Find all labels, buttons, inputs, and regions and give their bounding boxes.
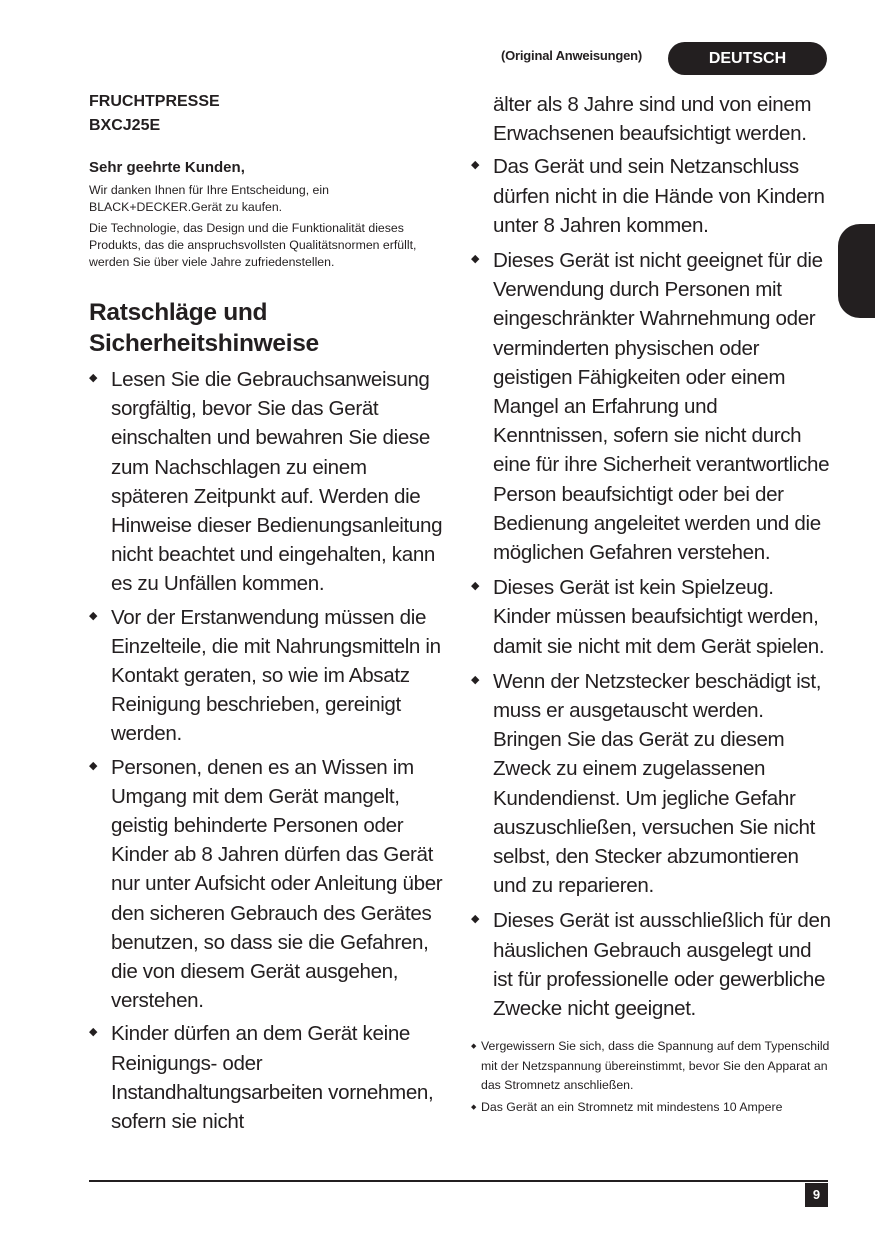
header-subtitle: (Original Anweisungen)	[501, 48, 643, 63]
safety-section-title: Ratschläge und Sicherheitshinweise	[89, 299, 319, 357]
left-column	[89, 90, 449, 1140]
greeting-title: Sehr geehrte Kunden,	[89, 159, 245, 176]
footer-divider	[89, 1180, 828, 1182]
product-name: FRUCHTPRESSE	[89, 93, 220, 110]
safety-item: ◆ Personen, denen es an Wissen im Umgang mit dem Gerät mangelt, geistig behinderte Personen oder Kinder ab 8 Jahren dürfen das Gerät nur unter Aufsicht oder Anleitung über den sicheren Gebrauch des Gerätes benutzen, so dass sie die Gefahren, die von diesem Gerät ausgehen, verstehen.	[89, 753, 449, 1016]
notes-list	[471, 1037, 833, 1117]
safety-item: ◆ Kinder dürfen an dem Gerät keine Reinigungs- oder Instandhaltungsarbeiten vornehmen, sofern sie nicht	[89, 1019, 449, 1136]
language-badge: DEUTSCH	[668, 42, 827, 75]
safety-list-right	[471, 152, 833, 1023]
safety-item: ◆ Vor der Erstanwendung müssen die Einzelteile, die mit Nahrungsmitteln in Kontakt geraten, so wie im Absatz Reinigung beschrieben, gereinigt werden.	[89, 603, 449, 749]
safety-item: ◆ Wenn der Netzstecker beschädigt ist, muss er ausgetauscht werden. Bringen Sie das Gerät zu diesem Zweck zu einem zugelassenen Kundendienst. Um jegliche Gefahr auszuschließen, versuchen Sie nicht selbst, den Stecker abzumontieren und zu reparieren.	[471, 667, 833, 901]
section-tab-marker	[838, 224, 875, 318]
safety-item: ◆ Das Gerät und sein Netzanschluss dürfen nicht in die Hände von Kindern unter 8 Jahren kommen.	[471, 152, 833, 240]
note-item: ◆ Das Gerät an ein Stromnetz mit mindestens 10 Ampere	[471, 1098, 833, 1118]
safety-list-left	[89, 365, 449, 1136]
safety-item: ◆ Dieses Gerät ist ausschließlich für den häuslichen Gebrauch ausgelegt und ist für professionelle oder gewerbliche Zwecke nicht geeignet.	[471, 906, 833, 1023]
safety-item-continuation: älter als 8 Jahre sind und von einem Erwachsenen beaufsichtigt werden.	[493, 93, 812, 146]
right-column	[471, 90, 833, 1120]
note-item: ◆ Vergewissern Sie sich, dass die Spannung auf dem Typenschild mit der Netzspannung übereinstimmt, bevor Sie den Apparat an das Stromnetz anschließen.	[471, 1037, 833, 1096]
safety-item: ◆ Lesen Sie die Gebrauchsanweisung sorgfältig, bevor Sie das Gerät einschalten und bewahren Sie diese zum Nachschlagen zu einem späteren Zeitpunkt auf. Werden die Hinweise dieser Bedienungsanleitung nicht beachtet und eingehalten, kann es zu Unfällen kommen.	[89, 365, 449, 599]
safety-item: ◆ Dieses Gerät ist kein Spielzeug. Kinder müssen beaufsichtigt werden, damit sie nicht mit dem Gerät spielen.	[471, 573, 833, 661]
greeting-paragraph-2: Die Technologie, das Design und die Funktionalität dieses Produkts, das die anspruchsvollsten Qualitätsnormen erfüllt, werden Sie über viele Jahre zufriedenstellen.	[89, 221, 417, 269]
page-number: 9	[805, 1183, 828, 1207]
greeting-paragraph-1: Wir danken Ihnen für Ihre Entscheidung, ein BLACK+DECKER.Gerät zu kaufen.	[89, 183, 329, 214]
product-model: BXCJ25E	[89, 117, 161, 134]
safety-item: ◆ Dieses Gerät ist nicht geeignet für die Verwendung durch Personen mit eingeschränkter Wahrnehmung oder verminderten physischen oder geistigen Fähigkeiten oder einem Mangel an Erfahrung und Kenntnissen, sofern sie nicht durch eine für ihre Sicherheit verantwortliche Person beaufsichtigt oder bei der Bedienung angeleitet werden und die möglichen Gefahren verstehen.	[471, 246, 833, 567]
